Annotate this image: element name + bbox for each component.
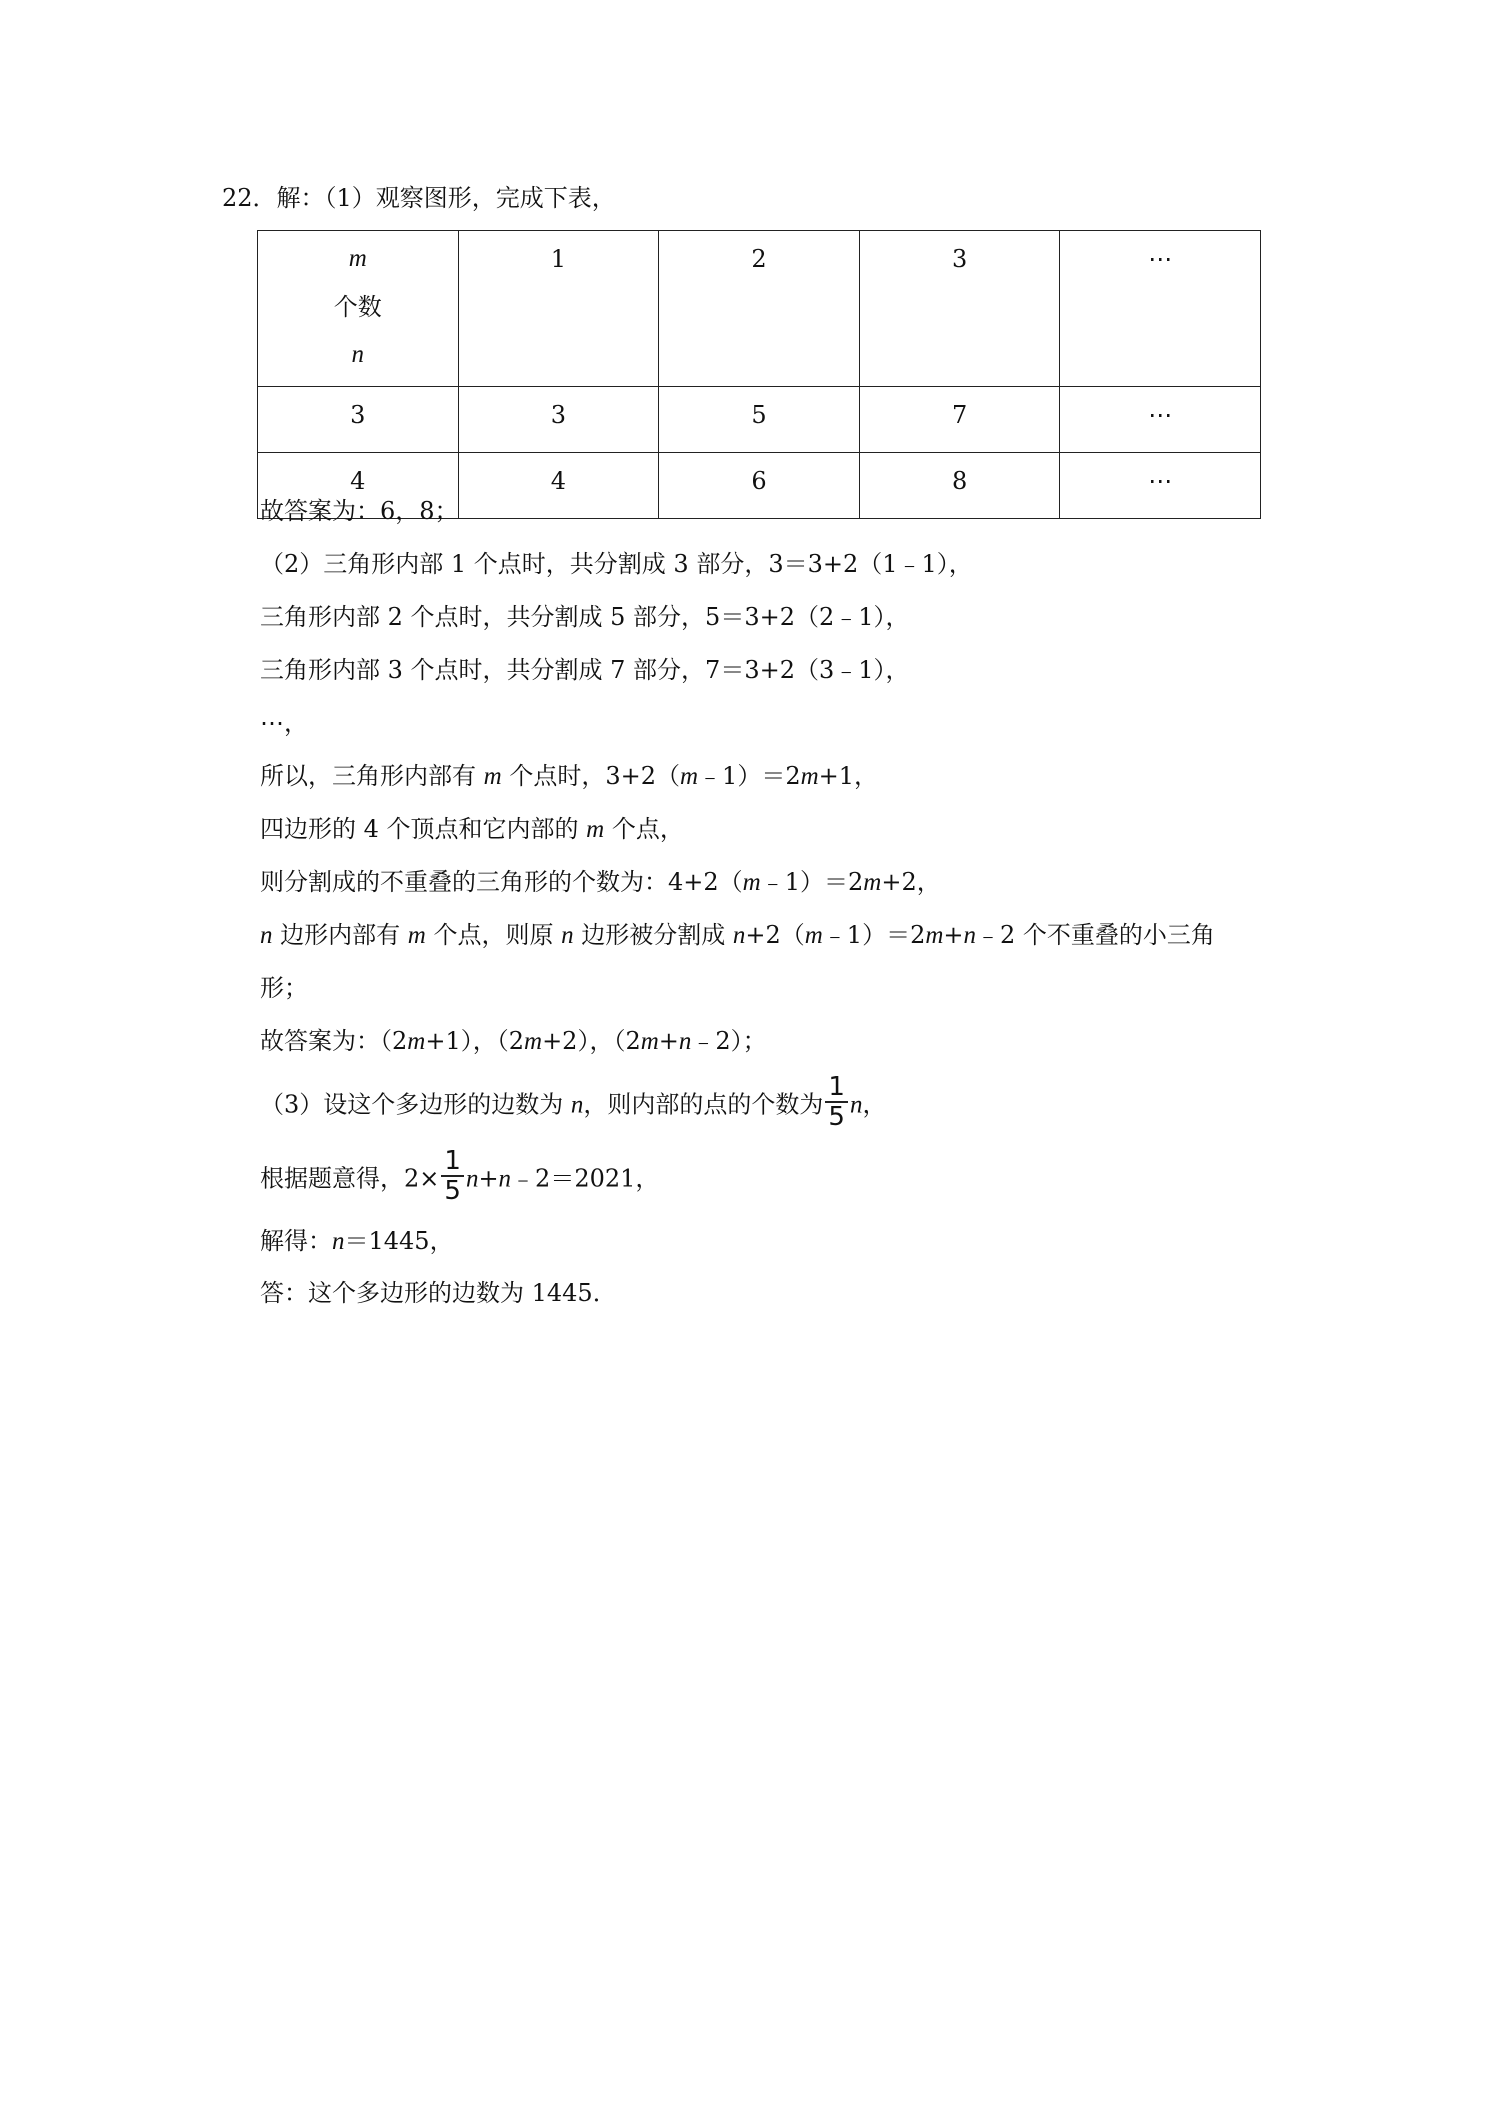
part3-line-3 bbox=[260, 1223, 454, 1260]
table-corner-cell bbox=[258, 231, 459, 387]
math-var: m bbox=[800, 763, 819, 790]
fraction-one-fifth bbox=[441, 1146, 464, 1206]
table-cell: 3 bbox=[458, 387, 659, 453]
math-var: m bbox=[804, 922, 823, 949]
text-run: ﹣2）； bbox=[691, 1027, 767, 1055]
text-run: ， bbox=[862, 1090, 887, 1119]
text-run: 个点，则原 bbox=[425, 921, 562, 949]
math-var: m bbox=[586, 816, 605, 843]
answer-line-2 bbox=[260, 1023, 767, 1060]
math-var: n bbox=[570, 1091, 584, 1119]
text-run: 边形内部有 bbox=[272, 921, 408, 949]
table-cell: 4 bbox=[258, 453, 459, 519]
ellipsis-line: ⋯， bbox=[260, 709, 308, 737]
math-var: m bbox=[524, 1028, 543, 1055]
table-cell: 7 bbox=[859, 387, 1060, 453]
table-cell: 8 bbox=[859, 453, 1060, 519]
table-row bbox=[258, 387, 1261, 453]
math-var: m bbox=[640, 1028, 659, 1055]
part3-line-1 bbox=[260, 1072, 887, 1133]
part2-line-5 bbox=[260, 811, 684, 848]
part2-line-1: （2）三角形内部 1 个点时，共分割成 3 部分，3＝3+2（1﹣1）， bbox=[260, 550, 973, 578]
part2-line-6 bbox=[260, 864, 941, 901]
table-header-row bbox=[258, 231, 1261, 387]
text-run: （3）设这个多边形的边数为 bbox=[260, 1090, 571, 1119]
math-var: n bbox=[260, 922, 273, 949]
fraction-one-fifth bbox=[825, 1072, 848, 1132]
text-run: +1），（2 bbox=[425, 1027, 524, 1055]
text-run: + bbox=[658, 1027, 679, 1055]
text-run: +2），（2 bbox=[542, 1027, 641, 1055]
table-cell: 4 bbox=[458, 453, 659, 519]
math-var: m bbox=[407, 1028, 426, 1055]
fraction-denominator: 5 bbox=[828, 1102, 845, 1132]
text-run: 边形被分割成 bbox=[573, 921, 733, 949]
text-run: ﹣2 个不重叠的小三角 bbox=[976, 921, 1215, 949]
part2-line-4 bbox=[260, 758, 878, 795]
table-cell: 5 bbox=[659, 387, 860, 453]
table-header-cell: 3 bbox=[859, 231, 1060, 387]
math-var: m bbox=[483, 763, 502, 790]
header-m-label: m bbox=[348, 245, 367, 272]
text-run: 解得： bbox=[260, 1227, 332, 1255]
table-header-cell: ⋯ bbox=[1060, 231, 1261, 387]
table-cell: 3 bbox=[258, 387, 459, 453]
text-run: +1， bbox=[818, 762, 879, 790]
table-header-cell: 1 bbox=[458, 231, 659, 387]
text-run: ﹣1）＝2 bbox=[760, 868, 864, 896]
part3-line-2 bbox=[260, 1146, 660, 1207]
text-run: 所以，三角形内部有 bbox=[260, 762, 484, 790]
math-var: m bbox=[679, 763, 699, 790]
question-heading: 22．解：（1）观察图形，完成下表， bbox=[222, 184, 616, 212]
math-var: m bbox=[742, 869, 761, 896]
header-count-label: 个数 bbox=[333, 293, 382, 321]
fraction-numerator: 1 bbox=[444, 1146, 461, 1176]
text-run: +2， bbox=[881, 868, 941, 896]
text-run: + bbox=[943, 921, 964, 949]
final-answer-line: 答：这个多边形的边数为 1445． bbox=[260, 1279, 617, 1307]
math-var: n bbox=[732, 922, 746, 949]
math-var: n bbox=[332, 1228, 345, 1255]
text-run: 根据题意得，2× bbox=[260, 1164, 440, 1193]
fraction-numerator: 1 bbox=[828, 1072, 845, 1102]
math-var: m bbox=[863, 869, 882, 896]
text-run: 故答案为：（2 bbox=[260, 1027, 408, 1055]
part2-line-3: 三角形内部 3 个点时，共分割成 7 部分，7＝3+2（3﹣1）， bbox=[260, 656, 910, 684]
text-run: +2（ bbox=[745, 921, 805, 949]
part2-line-7 bbox=[260, 917, 1215, 954]
data-table bbox=[257, 230, 1261, 519]
math-var: n bbox=[678, 1028, 692, 1055]
part2-line-8: 形； bbox=[260, 974, 308, 1002]
text-run: 个点时，3+2（ bbox=[501, 762, 680, 790]
math-var: m bbox=[407, 922, 426, 949]
text-run: 四边形的 4 个顶点和它内部的 bbox=[260, 815, 587, 843]
header-n-label: n bbox=[351, 341, 365, 368]
table-cell: ⋯ bbox=[1060, 387, 1261, 453]
answer-line-1: 故答案为：6，8； bbox=[260, 497, 459, 525]
fraction-denominator: 5 bbox=[444, 1176, 461, 1206]
text-run: ﹣2＝2021， bbox=[511, 1164, 660, 1193]
math-var: n bbox=[849, 1091, 863, 1119]
table-header-cell: 2 bbox=[659, 231, 860, 387]
math-var: n bbox=[465, 1165, 479, 1193]
text-run: ，则内部的点的个数为 bbox=[583, 1090, 824, 1119]
math-var: n bbox=[561, 922, 574, 949]
table-cell: ⋯ bbox=[1060, 453, 1261, 519]
part2-line-2: 三角形内部 2 个点时，共分割成 5 部分，5＝3+2（2﹣1）， bbox=[260, 603, 910, 631]
text-run: ﹣1）＝2 bbox=[698, 762, 801, 790]
math-var: m bbox=[925, 922, 944, 949]
text-run: 个点， bbox=[604, 815, 684, 843]
text-run: 则分割成的不重叠的三角形的个数为：4+2（ bbox=[260, 868, 743, 896]
text-run: ＝1445， bbox=[344, 1227, 454, 1255]
math-var: n bbox=[963, 922, 977, 949]
text-run: + bbox=[478, 1164, 499, 1193]
math-var: n bbox=[498, 1165, 512, 1193]
table-cell: 6 bbox=[659, 453, 860, 519]
text-run: ﹣1）＝2 bbox=[822, 921, 926, 949]
